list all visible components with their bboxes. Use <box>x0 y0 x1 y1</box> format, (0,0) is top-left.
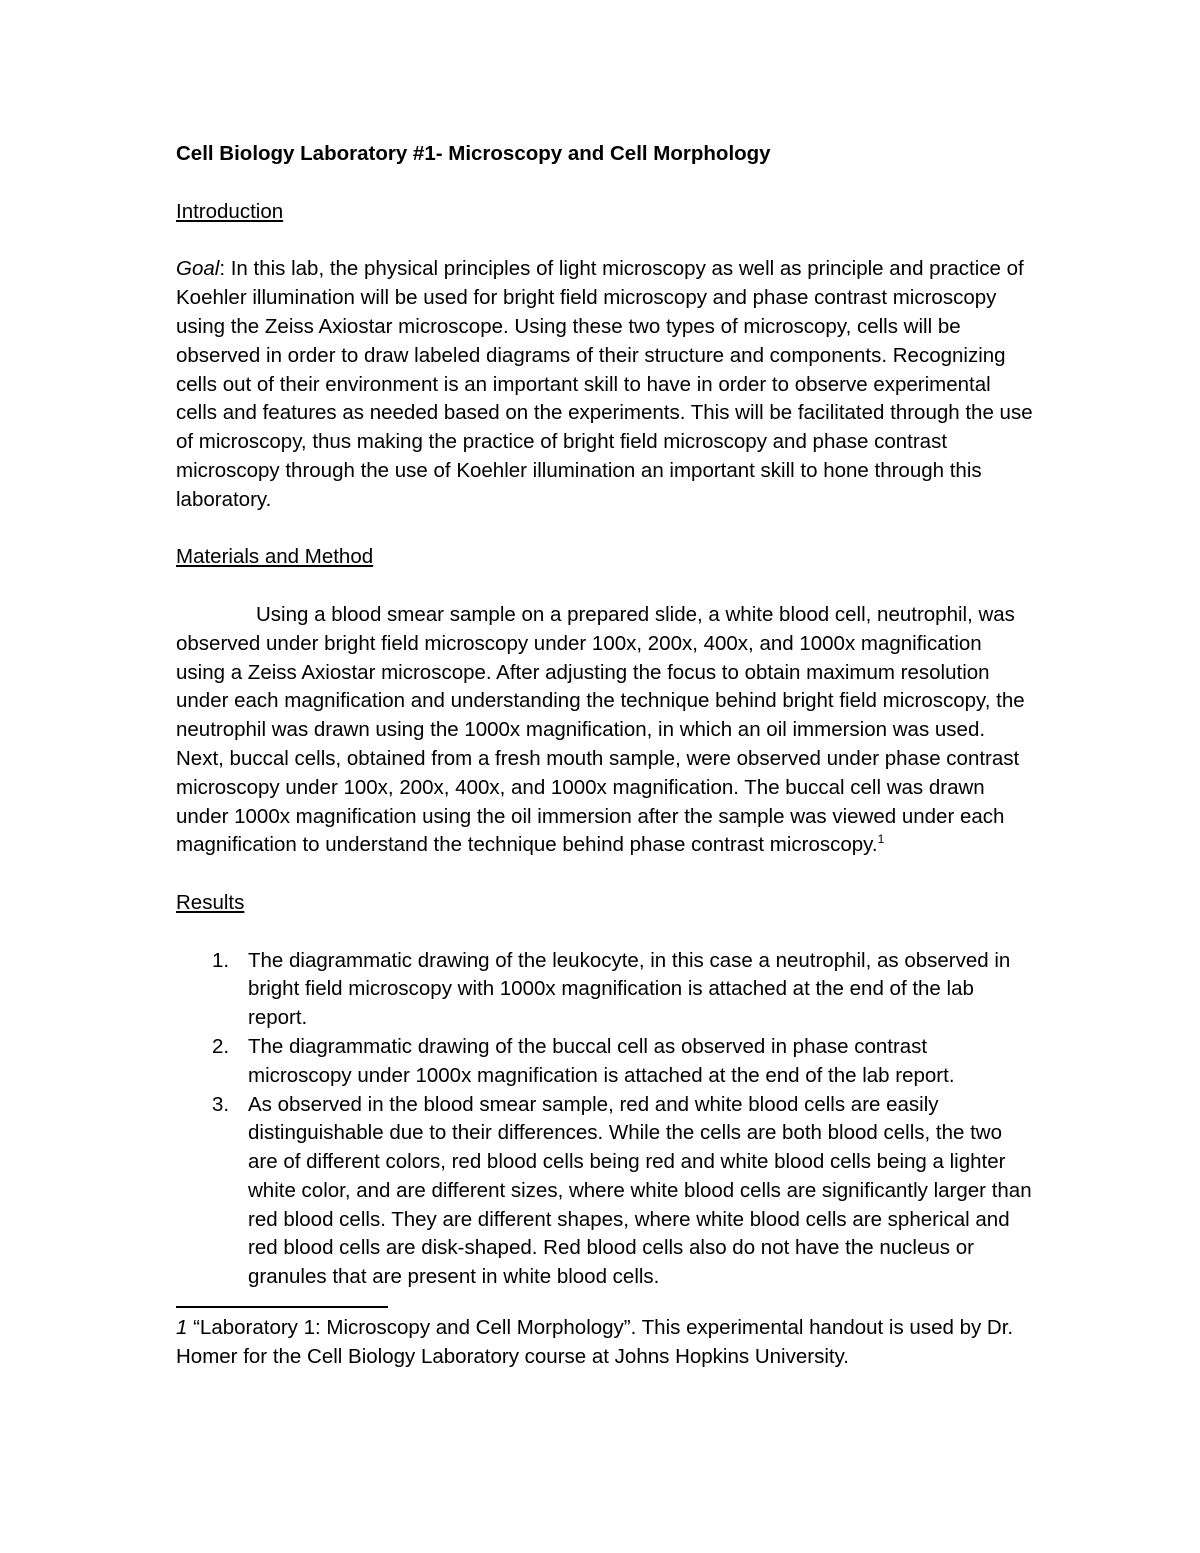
spacer <box>176 860 1036 889</box>
spacer <box>176 227 1036 256</box>
goal-paragraph <box>176 255 1036 514</box>
materials-heading: Materials and Method <box>176 545 374 569</box>
footnote <box>176 1314 1036 1372</box>
footnote-number: 1 <box>176 1316 188 1340</box>
results-heading: Results <box>176 890 245 914</box>
list-item-number: 1. <box>212 948 230 972</box>
list-item-text: As observed in the blood smear sample, red and white blood cells are easily distinguishable due to their differences. While the cells are both blood cells, the two are of different colors, red blood cells being red and white blood cells being a lighter white color, and are different sizes, where white blood cells are significantly larger than red blood cells. They are different shapes, where white blood cells are spherical and red blood cells are disk-shaped. Red blood cells also do not have the nucleus or granules that are present in white blood cells. <box>248 1092 1032 1289</box>
introduction-heading: Introduction <box>176 199 284 223</box>
materials-paragraph <box>176 601 1036 860</box>
footnote-reference: 1 <box>877 832 885 847</box>
list-item-number: 3. <box>212 1092 230 1116</box>
materials-text: Using a blood smear sample on a prepared slide, a white blood cell, neutrophil, was observed under bright field microscopy under 100x, 200x, 400x, and 1000x magnification using a Zeiss Axiostar microscope. After adjusting the focus to obtain maximum resolution under each magnification and understanding the technique behind bright field microscopy, the neutrophil was drawn using the 1000x magnification, in which an oil immersion was used. Next, buccal cells, obtained from a fresh mouth sample, were observed under phase contrast microscopy under 100x, 200x, 400x, and 1000x magnification. The buccal cell was drawn under 1000x magnification using the oil immersion after the sample was viewed under each magnification to understand the technique behind phase contrast microscopy. <box>176 602 1025 857</box>
document-title: Cell Biology Laboratory #1- Microscopy and Cell Morphology <box>176 142 771 165</box>
document-body <box>176 140 1036 1372</box>
goal-label: Goal <box>176 257 220 281</box>
list-item-text: The diagrammatic drawing of the buccal cell as observed in phase contrast microscopy under 1000x magnification is attached at the end of the lab report. <box>248 1034 955 1087</box>
list-item <box>176 1033 1036 1091</box>
spacer <box>176 572 1036 601</box>
list-item <box>176 947 1036 1033</box>
spacer <box>176 918 1036 947</box>
spacer <box>176 169 1036 198</box>
list-item-number: 2. <box>212 1034 230 1058</box>
list-item-text: The diagrammatic drawing of the leukocyte, in this case a neutrophil, as observed in bright field microscopy with 1000x magnification is attached at the end of the lab report. <box>248 948 1011 1030</box>
spacer <box>176 515 1036 544</box>
goal-text: : In this lab, the physical principles of light microscopy as well as principle and practice of Koehler illumination will be used for bright field microscopy and phase contrast microscopy using the Zeiss Axiostar microscope. Using these two types of microscopy, cells will be observed in order to draw labeled diagrams of their structure and components. Recognizing cells out of their environment is an important skill to have in order to observe experimental cells and features as needed based on the experiments. This will be facilitated through the use of microscopy, thus making the practice of bright field microscopy and phase contrast microscopy through the use of Koehler illumination an important skill to hone through this laboratory. <box>176 257 1033 511</box>
list-item <box>176 1091 1036 1293</box>
footnote-separator <box>176 1306 388 1308</box>
results-list <box>176 947 1036 1293</box>
footnote-text: “Laboratory 1: Microscopy and Cell Morphology”. This experimental handout is used by Dr. Homer for the Cell Biology Laboratory course at Johns Hopkins University. <box>176 1316 1014 1368</box>
